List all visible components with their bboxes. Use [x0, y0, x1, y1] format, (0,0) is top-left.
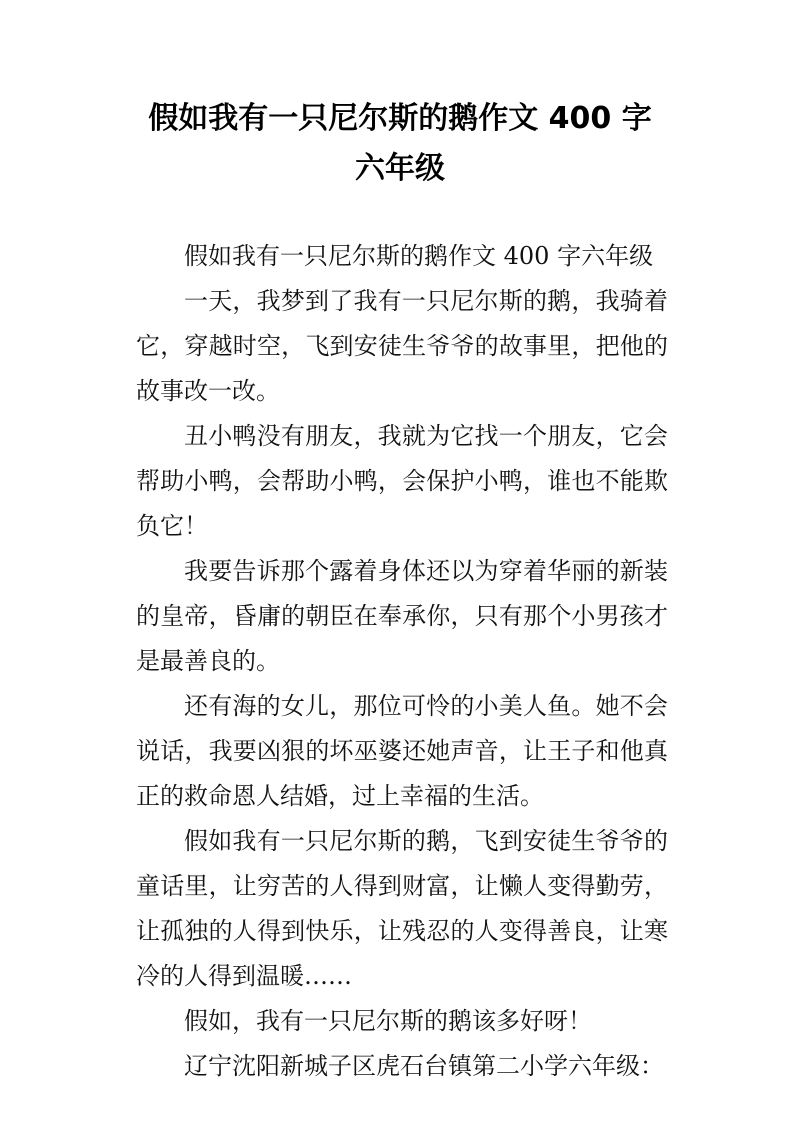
paragraph-2: 丑小鸭没有朋友，我就为它找一个朋友，它会帮助小鸭，会帮助小鸭，会保护小鸭，谁也不能欺负它！ — [136, 422, 668, 540]
paragraph-5: 假如我有一只尼尔斯的鹅，飞到安徒生爷爷的童话里，让穷苦的人得到财富，让懒人变得勤劳，让孤独的人得到快乐，让残忍的人变得善良，让寒冷的人得到温暖…… — [136, 827, 668, 990]
title-line-2: 六年级 — [355, 151, 445, 186]
paragraph-subtitle: 假如我有一只尼尔斯的鹅作文 400 字六年级 — [184, 242, 654, 270]
paragraph-6: 假如，我有一只尼尔斯的鹅该多好呀！ — [184, 1007, 592, 1035]
document-body — [136, 234, 668, 1089]
document-title — [100, 94, 700, 194]
title-line-1: 假如我有一只尼尔斯的鹅作文 400 字 — [148, 101, 652, 136]
paragraph-author: 辽宁沈阳新城子区虎石台镇第二小学六年级： — [184, 1052, 664, 1080]
paragraph-4: 还有海的女儿，那位可怜的小美人鱼。她不会说话，我要凶狠的坏巫婆还她声音，让王子和他真正的救命恩人结婚，过上幸福的生活。 — [136, 692, 668, 810]
paragraph-3: 我要告诉那个露着身体还以为穿着华丽的新装的皇帝，昏庸的朝臣在奉承你，只有那个小男孩才是最善良的。 — [136, 557, 668, 675]
paragraph-1: 一天，我梦到了我有一只尼尔斯的鹅，我骑着它，穿越时空，飞到安徒生爷爷的故事里，把他的故事改一改。 — [136, 287, 668, 405]
